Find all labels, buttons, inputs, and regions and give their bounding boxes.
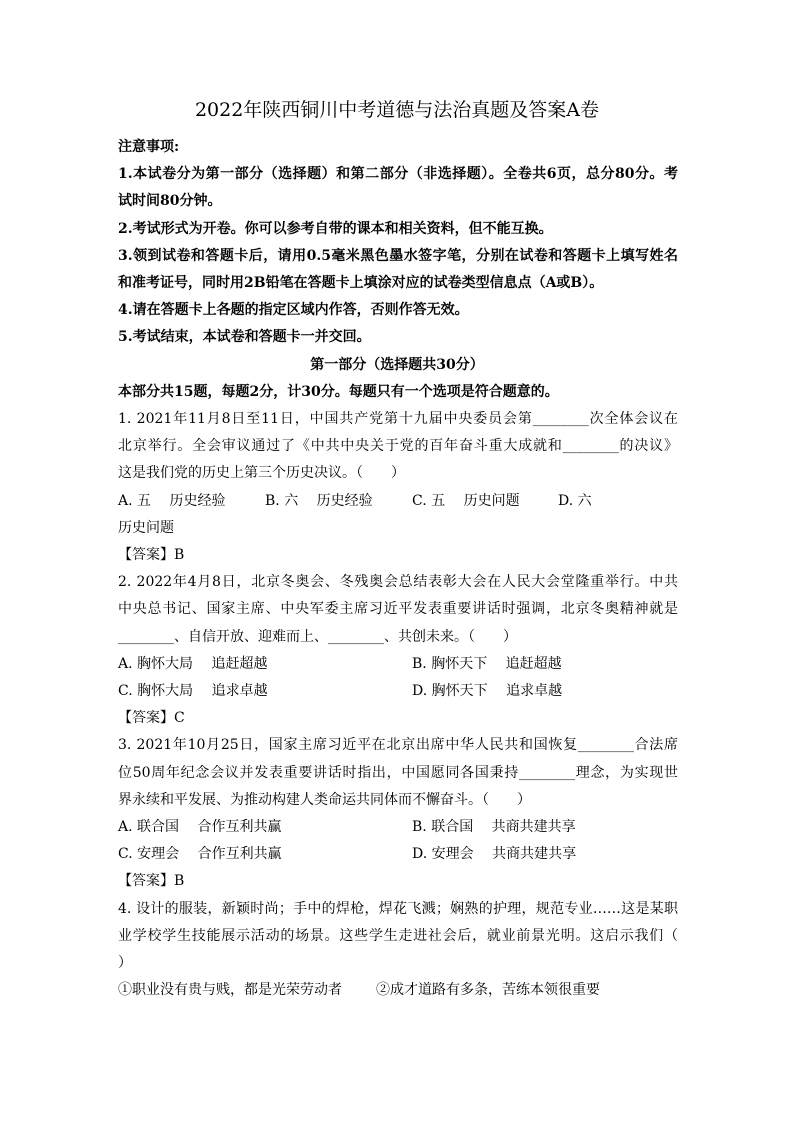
option: C. 安理会 合作互利共赢: [118, 846, 282, 863]
option-row: [118, 654, 678, 674]
note-item: 2.考试形式为开卷。你可以参考自带的课本和相关资料，但不能互换。: [118, 220, 553, 237]
question-text: 位50周年纪念会议并发表重要讲话时指出，中国愿同各国秉持________理念，为实现世: [118, 764, 678, 781]
question-text: 中央总书记、国家主席、中央军委主席习近平发表重要讲话时强调，北京冬奥精神就是: [118, 601, 678, 618]
question-text: 3. 2021年10月25日，国家主席习近平在北京出席中华人民共和国恢复________合法席: [118, 737, 678, 754]
option-wrap: 历史问题: [118, 519, 174, 536]
question-text: ）: [118, 955, 132, 971]
option: A. 胸怀大局 追赶超越: [118, 655, 268, 672]
option: D. 胸怀天下 追求卓越: [412, 683, 563, 699]
question-text: ________、自信开放、迎难而上、________、共创未来。（ ）: [118, 628, 517, 645]
question-text: 4. 设计的服装，新颖时尚；手中的焊枪，焊花飞溅；娴熟的护理，规范专业……这是某职: [118, 900, 678, 917]
question-text: 北京举行。全会审议通过了《中共中央关于党的百年奋斗重大成就和________的决议》: [118, 438, 678, 455]
option: D. 六: [558, 492, 592, 509]
option: C. 五 历史问题: [412, 492, 520, 509]
option: ②成才道路有多条，苦练本领很重要: [376, 982, 600, 999]
option-row: [118, 817, 678, 837]
section-instruction: 本部分共15题，每题2分，计30分。每题只有一个选项是符合题意的。: [118, 383, 559, 400]
note-item: 试时间80分钟。: [118, 193, 222, 210]
question-text: 2. 2022年4月8日，北京冬奥会、冬残奥会总结表彰大会在人民大会堂隆重举行。中共: [118, 574, 678, 591]
note-item: 5.考试结束，本试卷和答题卡一并交回。: [118, 329, 371, 346]
option: B. 胸怀天下 追赶超越: [412, 655, 562, 672]
option: B. 六 历史经验: [265, 492, 373, 509]
option: A. 五 历史经验: [118, 492, 226, 509]
option-row: [118, 980, 678, 1000]
option-row: [118, 491, 678, 511]
note-item: 1.本试卷分为第一部分（选择题）和第二部分（非选择题）。全卷共6页，总分80分。考: [118, 166, 678, 183]
notes-heading: 注意事项:: [118, 139, 180, 155]
document-title: 2022年陕西铜川中考道德与法治真题及答案A卷: [194, 99, 600, 121]
note-item: 3.领到试卷和答题卡后，请用0.5毫米黑色墨水签字笔，分别在试卷和答题卡上填写姓名: [118, 247, 678, 264]
note-item: 4.请在答题卡上各题的指定区域内作答，否则作答无效。: [118, 302, 469, 319]
note-item: 和准考证号，同时用2B铅笔在答题卡上填涂对应的试卷类型信息点（A或B）。: [118, 275, 604, 291]
question-text: 业学校学生技能展示活动的场景。这些学生走进社会后，就业前景光明。这启示我们（: [118, 927, 678, 944]
answer: 【答案】B: [118, 547, 185, 563]
option: A. 联合国 合作互利共赢: [118, 819, 282, 835]
option: D. 安理会 共商共建共享: [412, 846, 577, 863]
section-title: 第一部分（选择题共30分）: [310, 356, 484, 373]
question-text: 这是我们党的历史上第三个历史决议。（ ）: [118, 465, 405, 482]
question-text: 1. 2021年11月8日至11日，中国共产党第十九届中央委员会第________次全体会议在: [118, 411, 678, 427]
question-text: 界永续和平发展、为推动构建人类命运共同体而不懈奋斗。（ ）: [118, 791, 531, 808]
option-row: [118, 681, 678, 701]
option: ①职业没有贵与贱，都是光荣劳动者: [118, 982, 342, 999]
option: B. 联合国 共商共建共享: [412, 819, 576, 835]
answer: 【答案】B: [118, 873, 185, 890]
option-row: [118, 844, 678, 864]
answer: 【答案】C: [118, 710, 185, 727]
option: C. 胸怀大局 追求卓越: [118, 683, 268, 699]
